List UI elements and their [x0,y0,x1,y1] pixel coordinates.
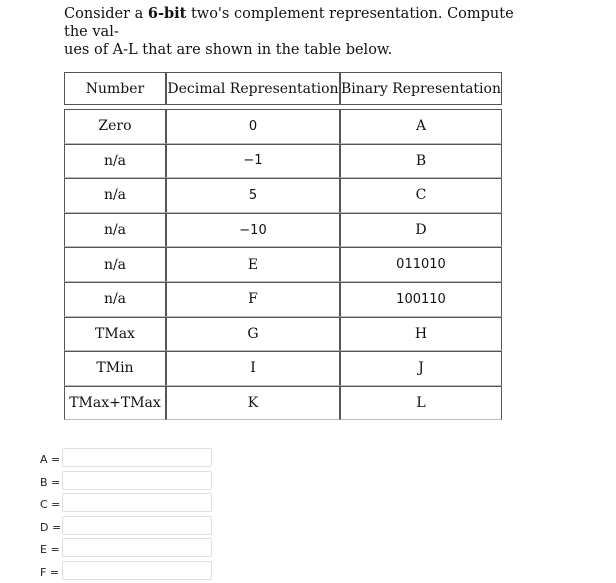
answer-input-c[interactable] [62,493,212,512]
question-text [64,5,514,59]
cell-number: Zero [64,109,166,144]
cell-decimal: −1 [166,144,340,179]
cell-number: n/a [64,247,166,282]
cell-binary: 011010 [340,247,502,282]
cell-number: n/a [64,178,166,213]
answer-input-f[interactable] [62,561,212,580]
table-row [64,213,502,248]
table-row [64,144,502,179]
cell-binary: L [340,386,502,421]
cell-number: TMin [64,351,166,386]
table-row [64,178,502,213]
header-number: Number [64,72,166,105]
cell-decimal: K [166,386,340,421]
cell-binary: C [340,178,502,213]
cell-decimal: 0 [166,109,340,144]
table-row [64,282,502,317]
question-line1-post: two's complement representation. Compute the val- [64,6,514,40]
cell-decimal: F [166,282,340,317]
cell-number: TMax+TMax [64,386,166,421]
question-line2: ues of A-L that are shown in the table below. [64,42,393,58]
table-row [64,317,502,352]
cell-binary: H [340,317,502,352]
cell-binary: B [340,144,502,179]
cell-number: n/a [64,213,166,248]
header-binary: Binary Representation [340,72,502,105]
answer-input-a[interactable] [62,448,212,467]
cell-number: n/a [64,144,166,179]
cell-binary: J [340,351,502,386]
twos-complement-table [64,72,502,420]
table-row [64,247,502,282]
answer-label-f: F = [40,565,60,579]
cell-decimal: I [166,351,340,386]
cell-number: TMax [64,317,166,352]
answer-input-e[interactable] [62,538,212,557]
cell-binary: D [340,213,502,248]
cell-decimal: E [166,247,340,282]
table-row [64,386,502,421]
cell-decimal: −10 [166,213,340,248]
answer-label-c: C = [40,498,61,511]
header-decimal: Decimal Representation [166,72,340,105]
answer-label-d: D = [40,520,62,534]
answer-label-e: E = [40,543,60,556]
cell-binary: 100110 [340,282,502,317]
table-row [64,351,502,386]
answer-input-d[interactable] [62,516,212,535]
table-row [64,109,502,144]
cell-binary: A [340,109,502,144]
cell-decimal: G [166,317,340,352]
answer-label-b: B = [40,475,61,489]
cell-decimal: 5 [166,178,340,213]
cell-number: n/a [64,282,166,317]
answer-input-b[interactable] [62,471,212,490]
question-pre: Consider a [64,6,148,22]
table-header-row [64,72,502,105]
answer-label-a: A = [40,453,61,466]
question-bold: 6-bit [147,5,187,22]
